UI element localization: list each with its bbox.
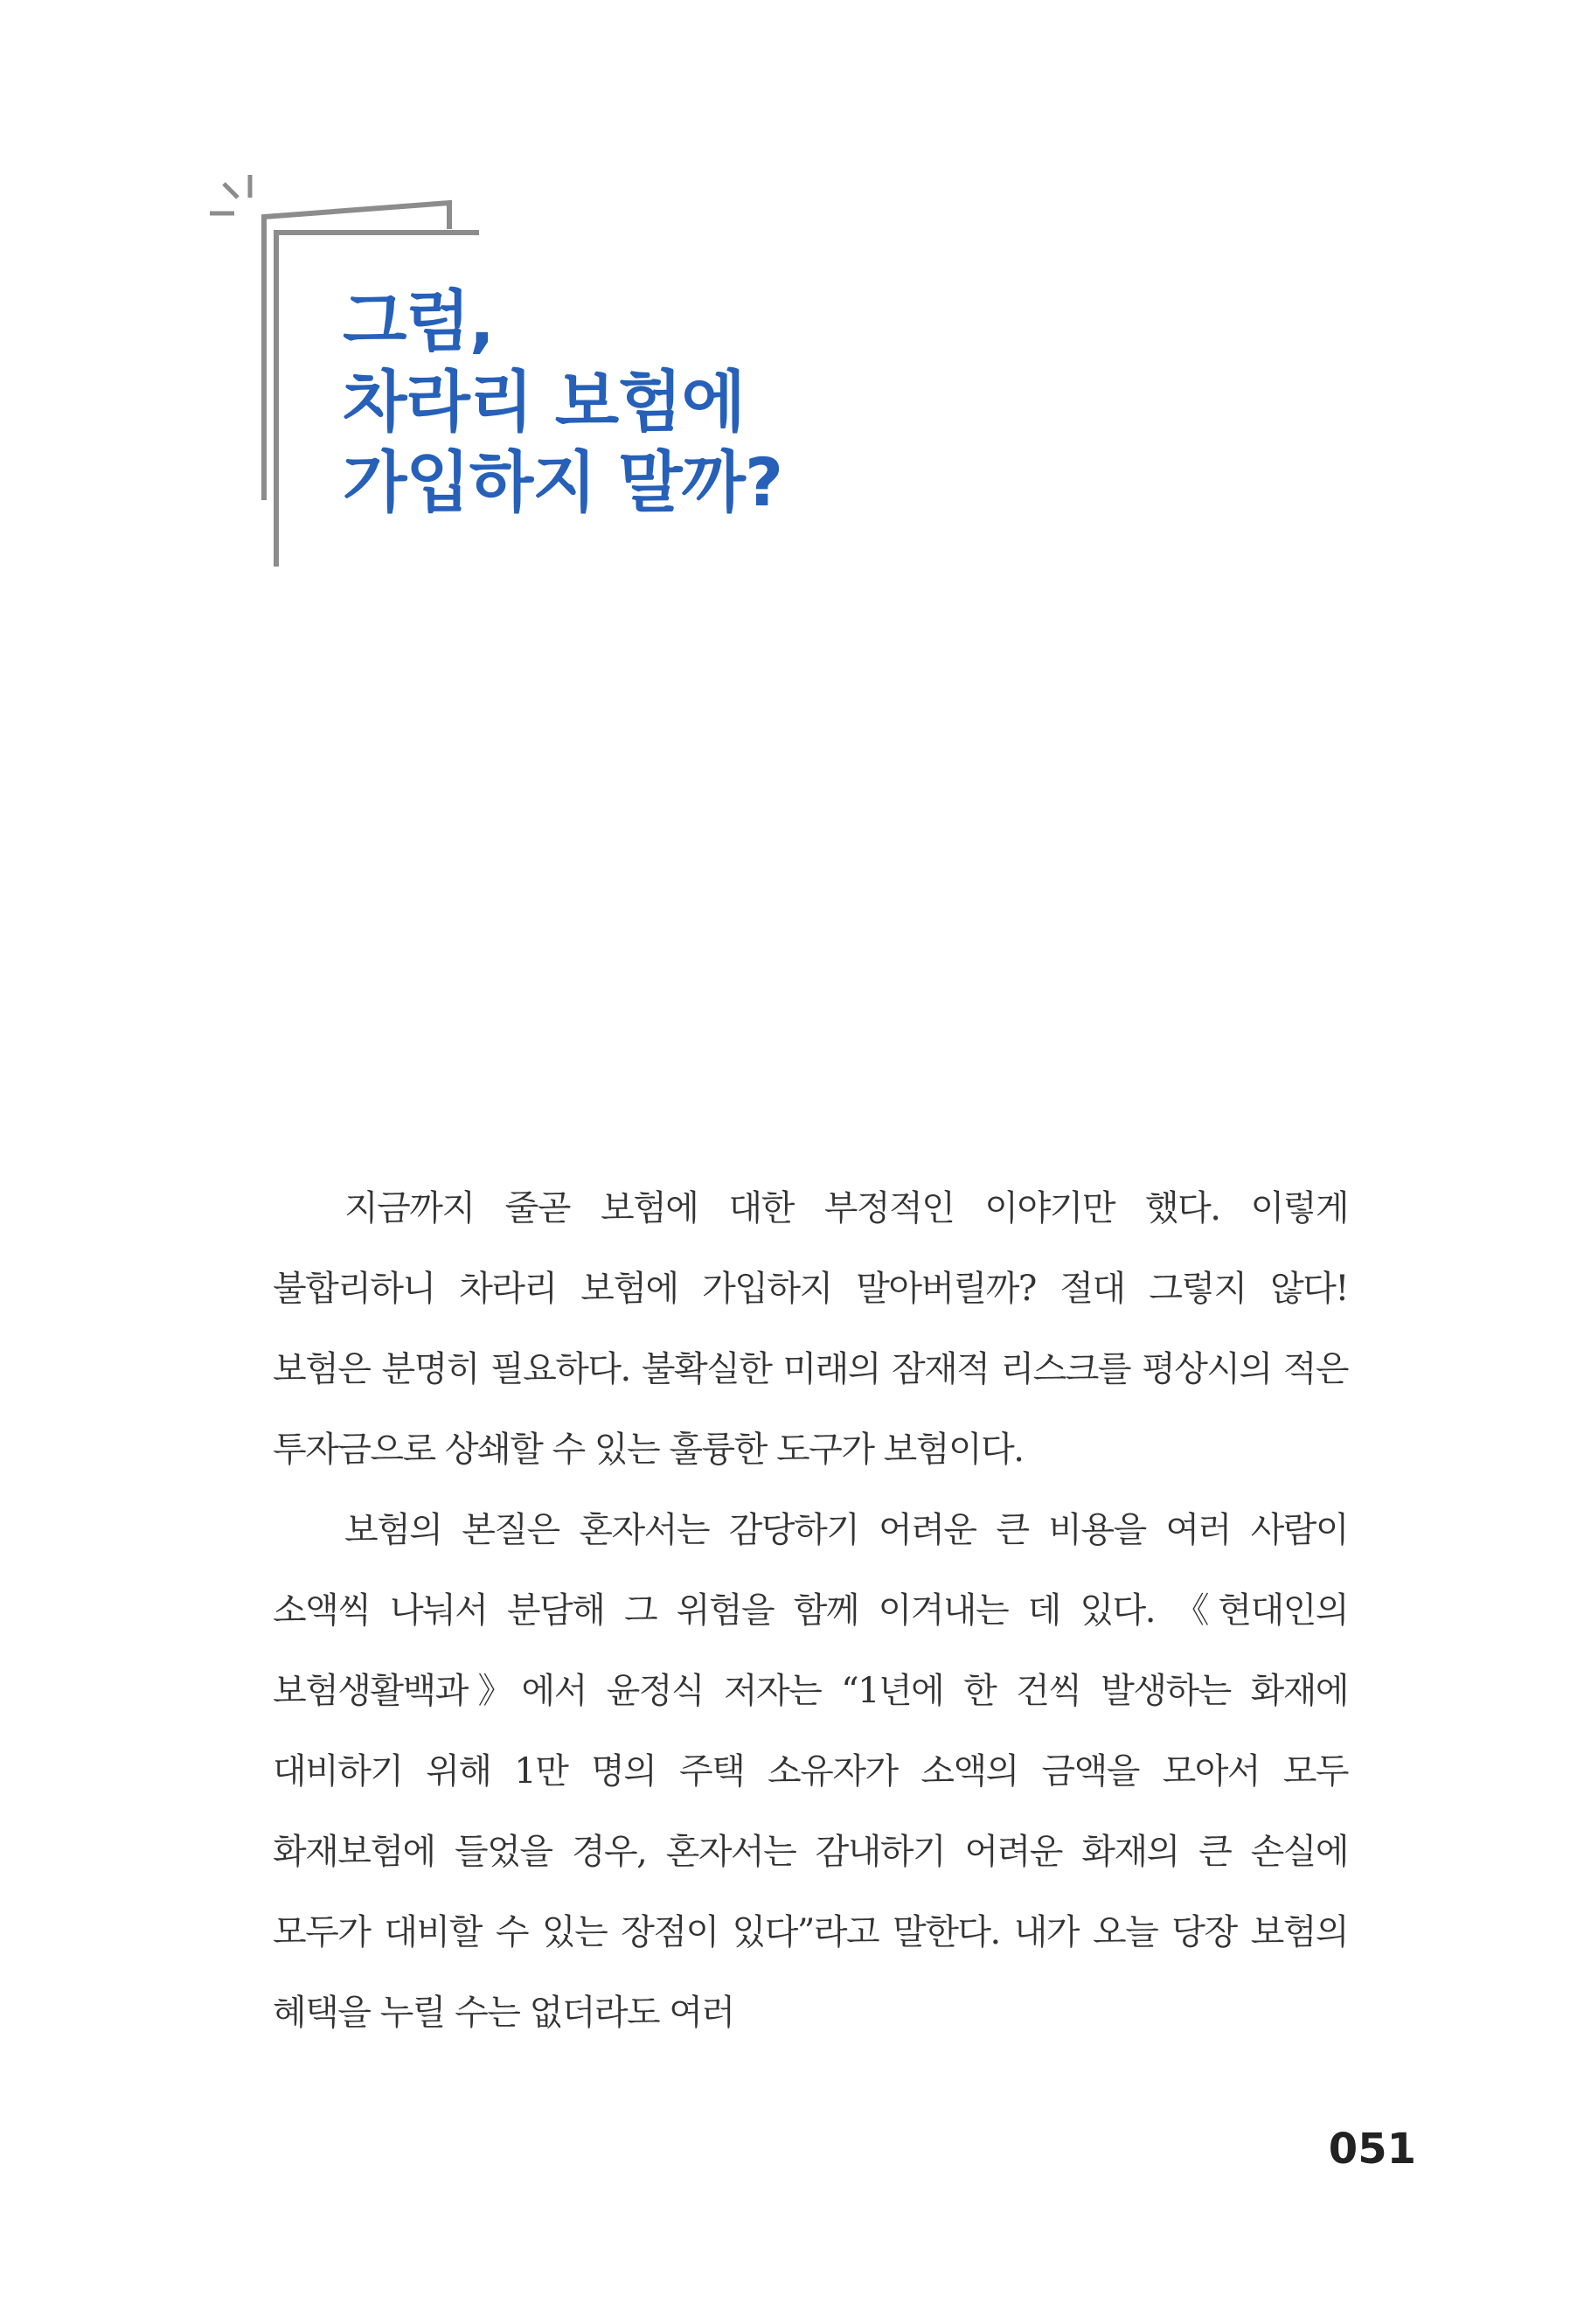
spark-line-diagonal <box>224 184 238 198</box>
page-number: 051 <box>1328 2125 1416 2174</box>
chapter-title <box>343 282 782 523</box>
chapter-title-line-2: 차라리 보험에 <box>343 363 745 441</box>
spark-lines <box>210 175 250 213</box>
body-text <box>273 1168 1348 2053</box>
chapter-title-line-3: 가입하지 말까? <box>343 443 783 521</box>
paragraph-2: 보험의 본질은 혼자서는 감당하기 어려운 큰 비용을 여러 사람이 소액씩 나눠서 분담해 그 위험을 함께 이겨내는 데 있다. 《현대인의 보험생활백과》에서 윤정식 저자는 “1년에 한 건씩 발생하는 화재에 대비하기 위해 1만 명의 주택 소유자가 소액의 금액을 모아서 모두 화재보험에 들었을 경우, 혼자서는 감내하기 어려운 화재의 큰 손실에 모두가 대비할 수 있는 장점이 있다”라고 말한다. 내가 오늘 당장 보험의 혜택을 누릴 수는 없더라도 여러 <box>273 1510 1348 2033</box>
paragraph-1: 지금까지 줄곧 보험에 대한 부정적인 이야기만 했다. 이렇게 불합리하니 차라리 보험에 가입하지 말아버릴까? 절대 그렇지 않다! 보험은 분명히 필요하다. 불확실한 미래의 잠재적 리스크를 평상시의 적은 투자금으로 상쇄할 수 있는 훌륭한 도구가 보험이다. <box>273 1188 1348 1470</box>
decorative-frame-graphic <box>0 0 1570 612</box>
chapter-title-line-1: 그럼, <box>343 282 494 360</box>
